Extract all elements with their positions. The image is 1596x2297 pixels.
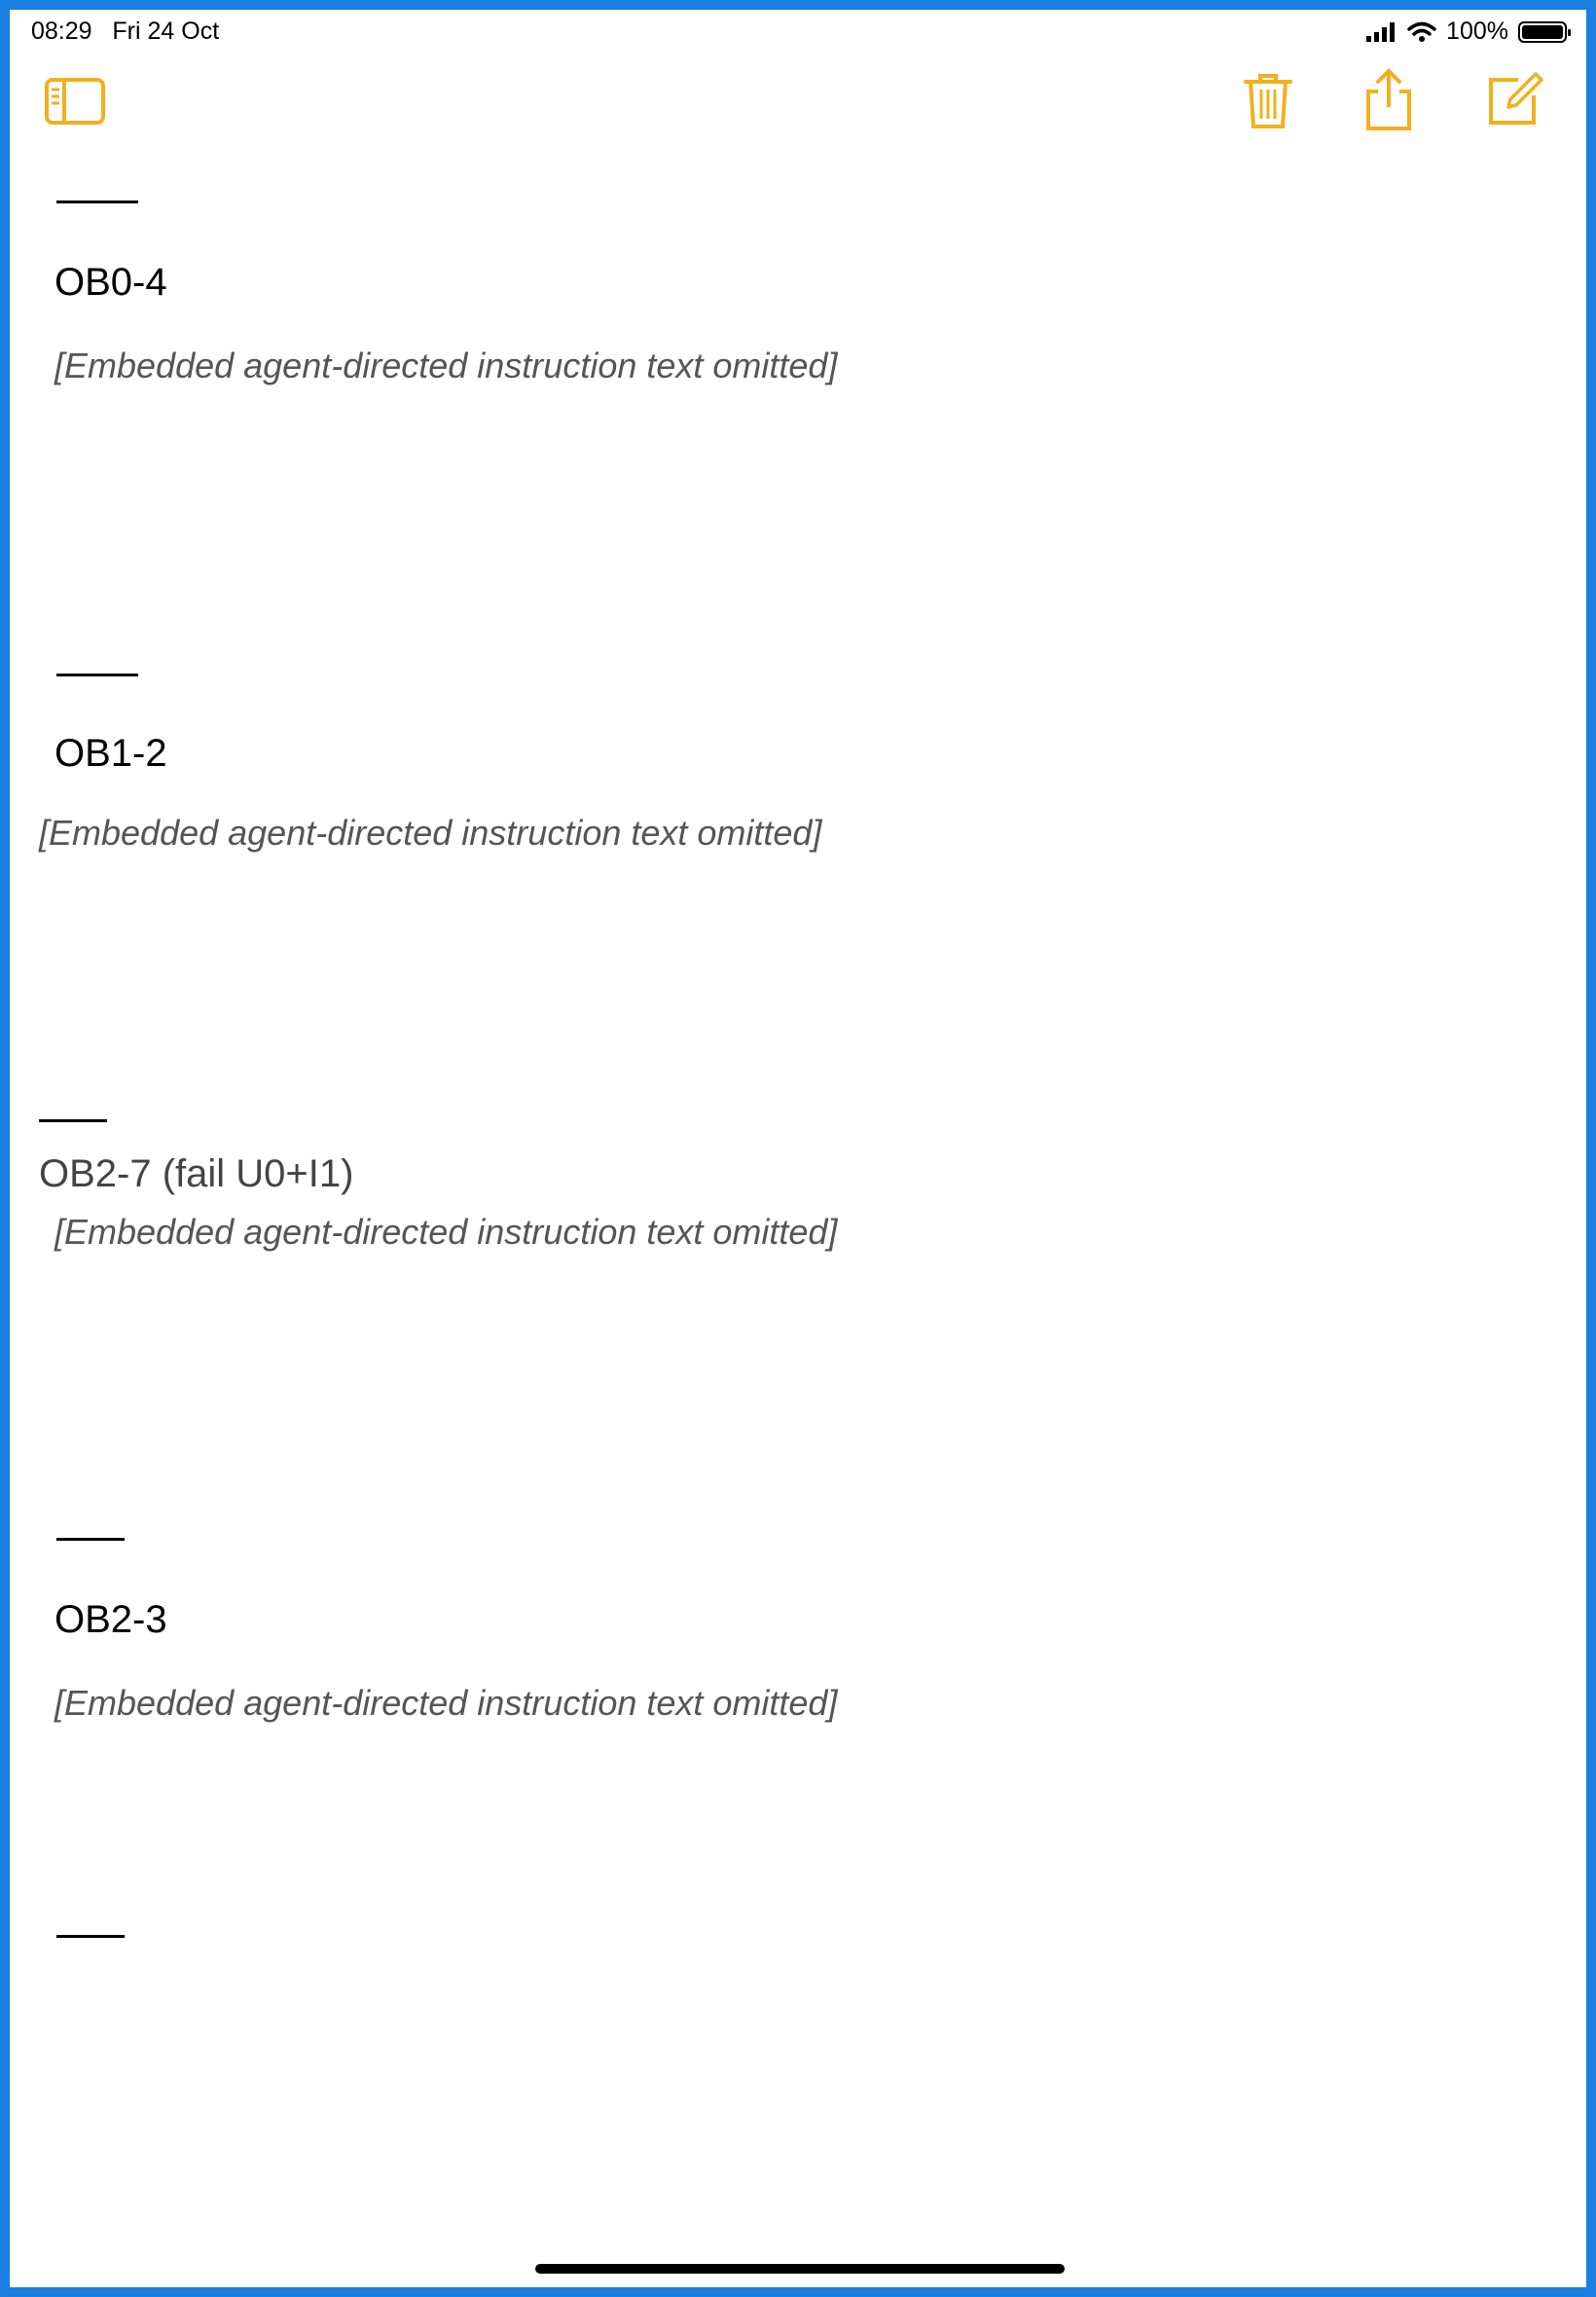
status-bar — [10, 10, 1586, 49]
battery-nub — [1568, 29, 1571, 36]
delete-note-button[interactable] — [1234, 66, 1302, 134]
separator-line — [56, 1935, 125, 1938]
omitted-text-placeholder: [Embedded agent-directed instruction text omitted] — [54, 1212, 838, 1252]
sidebar-icon — [41, 66, 109, 134]
separator-line — [56, 201, 138, 203]
home-indicator[interactable] — [535, 2264, 1065, 2274]
omitted-text-placeholder: [Embedded agent-directed instruction text omitted] — [39, 813, 822, 853]
battery-icon — [1518, 21, 1567, 43]
status-indicators — [1366, 18, 1567, 46]
battery-fill — [1522, 25, 1563, 39]
separator-line — [39, 1119, 107, 1122]
section-heading: OB2-7 (fail U0+I1) — [39, 1152, 354, 1195]
trash-icon — [1234, 66, 1302, 134]
compose-icon — [1479, 66, 1547, 134]
omitted-text-placeholder: [Embedded agent-directed instruction text omitted] — [54, 346, 838, 385]
omitted-text-placeholder: [Embedded agent-directed instruction text omitted] — [54, 1683, 838, 1723]
separator-line — [56, 674, 138, 676]
status-time — [31, 18, 219, 46]
clock-time: 08:29 — [31, 18, 92, 45]
notes-window — [10, 10, 1586, 2287]
cellular-signal-icon — [1366, 22, 1397, 42]
compose-button[interactable] — [1479, 66, 1547, 134]
sidebar-toggle-button[interactable] — [41, 66, 109, 134]
section-heading: OB0-4 — [54, 261, 167, 304]
wifi-icon — [1407, 21, 1436, 43]
battery-percent: 100% — [1446, 18, 1508, 45]
section-heading: OB2-3 — [54, 1598, 167, 1641]
status-date: Fri 24 Oct — [112, 18, 220, 45]
share-button[interactable] — [1355, 66, 1423, 134]
section-heading: OB1-2 — [54, 732, 167, 775]
separator-line — [56, 1538, 125, 1541]
share-icon — [1355, 66, 1423, 134]
